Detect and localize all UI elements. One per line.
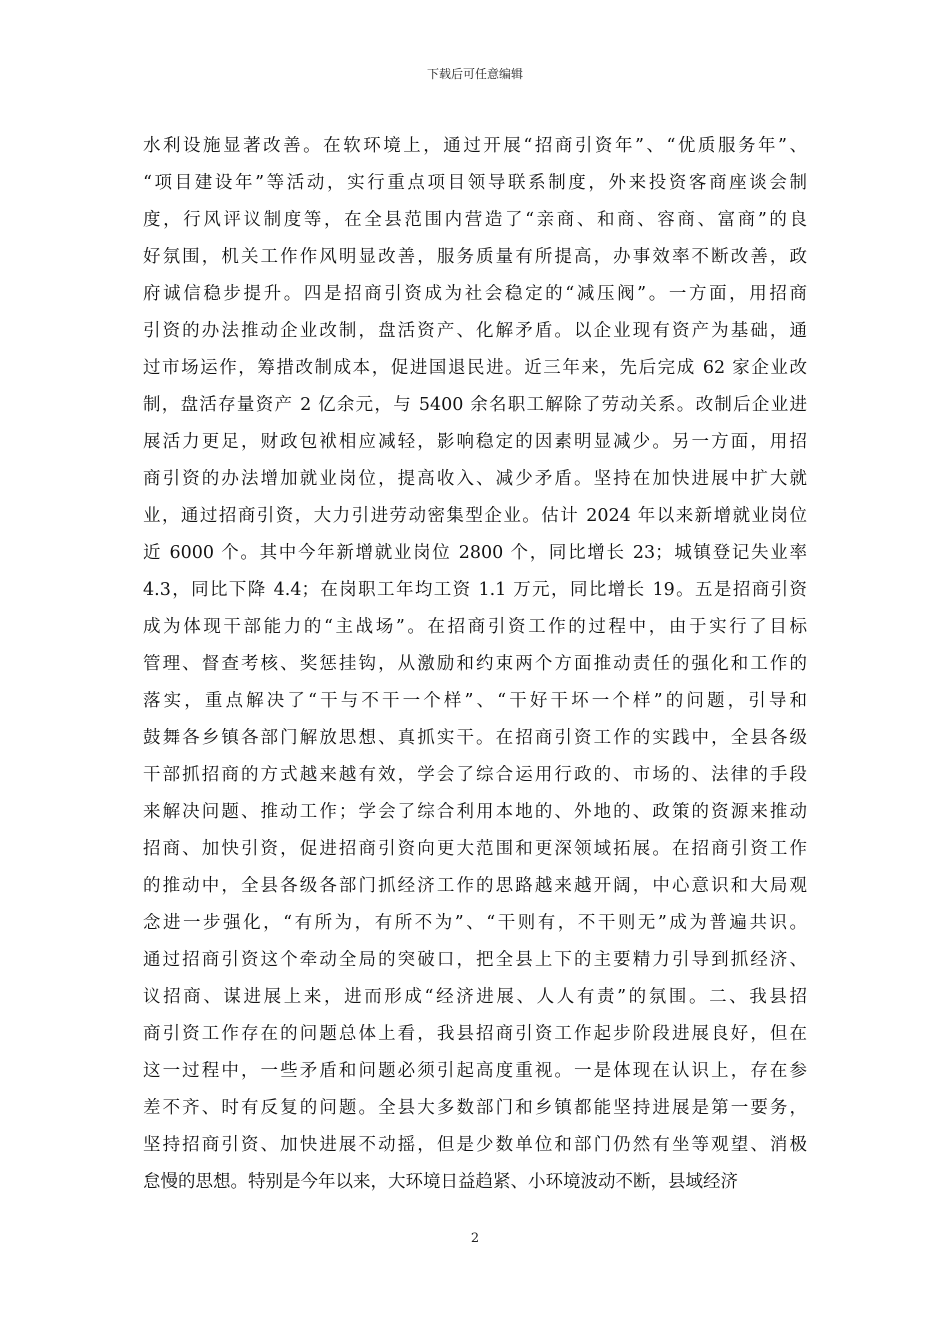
- text-line: 坚持招商引资、加快进展不动摇，但是少数单位和部门仍然有坐等观望、消极: [143, 1135, 807, 1155]
- text-line: 度，行风评议制度等，在全县范围内营造了“亲商、和商、容商、富商”的良: [143, 210, 807, 230]
- page-header-note: 下载后可任意编辑: [426, 67, 523, 81]
- text-line: 制，盘活存量资产 2 亿余元，与 5400 余名职工解除了劳动关系。改制后企业进: [143, 395, 807, 415]
- text-line: 水利设施显著改善。在软环境上，通过开展“招商引资年”、“优质服务年”、: [143, 136, 807, 156]
- text-line: 好氛围，机关工作作风明显改善，服务质量有所提高，办事效率不断改善，政: [143, 247, 807, 267]
- text-line: “项目建设年”等活动，实行重点项目领导联系制度，外来投资客商座谈会制: [143, 173, 807, 193]
- text-line: 念进一步强化，“有所为，有所不为”、“干则有，不干则无”成为普遍共识。: [143, 913, 807, 933]
- text-line: 干部抓招商的方式越来越有效，学会了综合运用行政的、市场的、法律的手段: [143, 765, 807, 785]
- text-line: 成为体现干部能力的“主战场”。在招商引资工作的过程中，由于实行了目标: [143, 617, 807, 637]
- text-line: 鼓舞各乡镇各部门解放思想、真抓实干。在招商引资工作的实践中，全县各级: [143, 728, 807, 748]
- text-line: 这一过程中，一些矛盾和问题必须引起高度重视。一是体现在认识上，存在参: [143, 1061, 807, 1081]
- page-number: 2: [470, 1231, 480, 1246]
- text-line: 怠慢的思想。特别是今年以来，大环境日益趋紧、小环境波动不断，县域经济: [143, 1172, 738, 1192]
- text-line: 管理、督查考核、奖惩挂钩，从激励和约束两个方面推动责任的强化和工作的: [143, 654, 807, 674]
- text-line: 业，通过招商引资，大力引进劳动密集型企业。估计 2024 年以来新增就业岗位: [143, 506, 807, 526]
- text-line: 来解决问题、推动工作；学会了综合利用本地的、外地的、政策的资源来推动: [143, 802, 807, 822]
- text-line: 府诚信稳步提升。四是招商引资成为社会稳定的“减压阀”。一方面，用招商: [143, 284, 807, 304]
- text-line: 差不齐、时有反复的问题。全县大多数部门和乡镇都能坚持进展是第一要务，: [143, 1098, 807, 1118]
- text-line: 通过招商引资这个牵动全局的突破口，把全县上下的主要精力引导到抓经济、: [143, 950, 807, 970]
- text-line: 招商、加快引资，促进招商引资向更大范围和更深领域拓展。在招商引资工作: [143, 839, 807, 859]
- text-line: 商引资的办法增加就业岗位，提高收入、减少矛盾。坚持在加快进展中扩大就: [143, 469, 807, 489]
- text-line: 的推动中，全县各级各部门抓经济工作的思路越来越开阔，中心意识和大局观: [143, 876, 807, 896]
- text-line: 近 6000 个。其中今年新增就业岗位 2800 个，同比增长 23；城镇登记失业率: [143, 543, 807, 563]
- text-line: 引资的办法推动企业改制，盘活资产、化解矛盾。以企业现有资产为基础，通: [143, 321, 807, 341]
- text-line: 4.3，同比下降 4.4；在岗职工年均工资 1.1 万元，同比增长 19。五是招商引资: [143, 580, 807, 600]
- text-line: 展活力更足，财政包袱相应减轻，影响稳定的因素明显减少。另一方面，用招: [143, 432, 807, 452]
- text-line: 议招商、谋进展上来，进而形成“经济进展、人人有责”的氛围。二、我县招: [143, 987, 807, 1007]
- text-line: 商引资工作存在的问题总体上看，我县招商引资工作起步阶段进展良好，但在: [143, 1024, 807, 1044]
- body-text: [143, 128, 807, 1201]
- text-line: 过市场运作，筹措改制成本，促进国退民进。近三年来，先后完成 62 家企业改: [143, 358, 807, 378]
- text-line: 落实，重点解决了“干与不干一个样”、“干好干坏一个样”的问题，引导和: [143, 691, 807, 711]
